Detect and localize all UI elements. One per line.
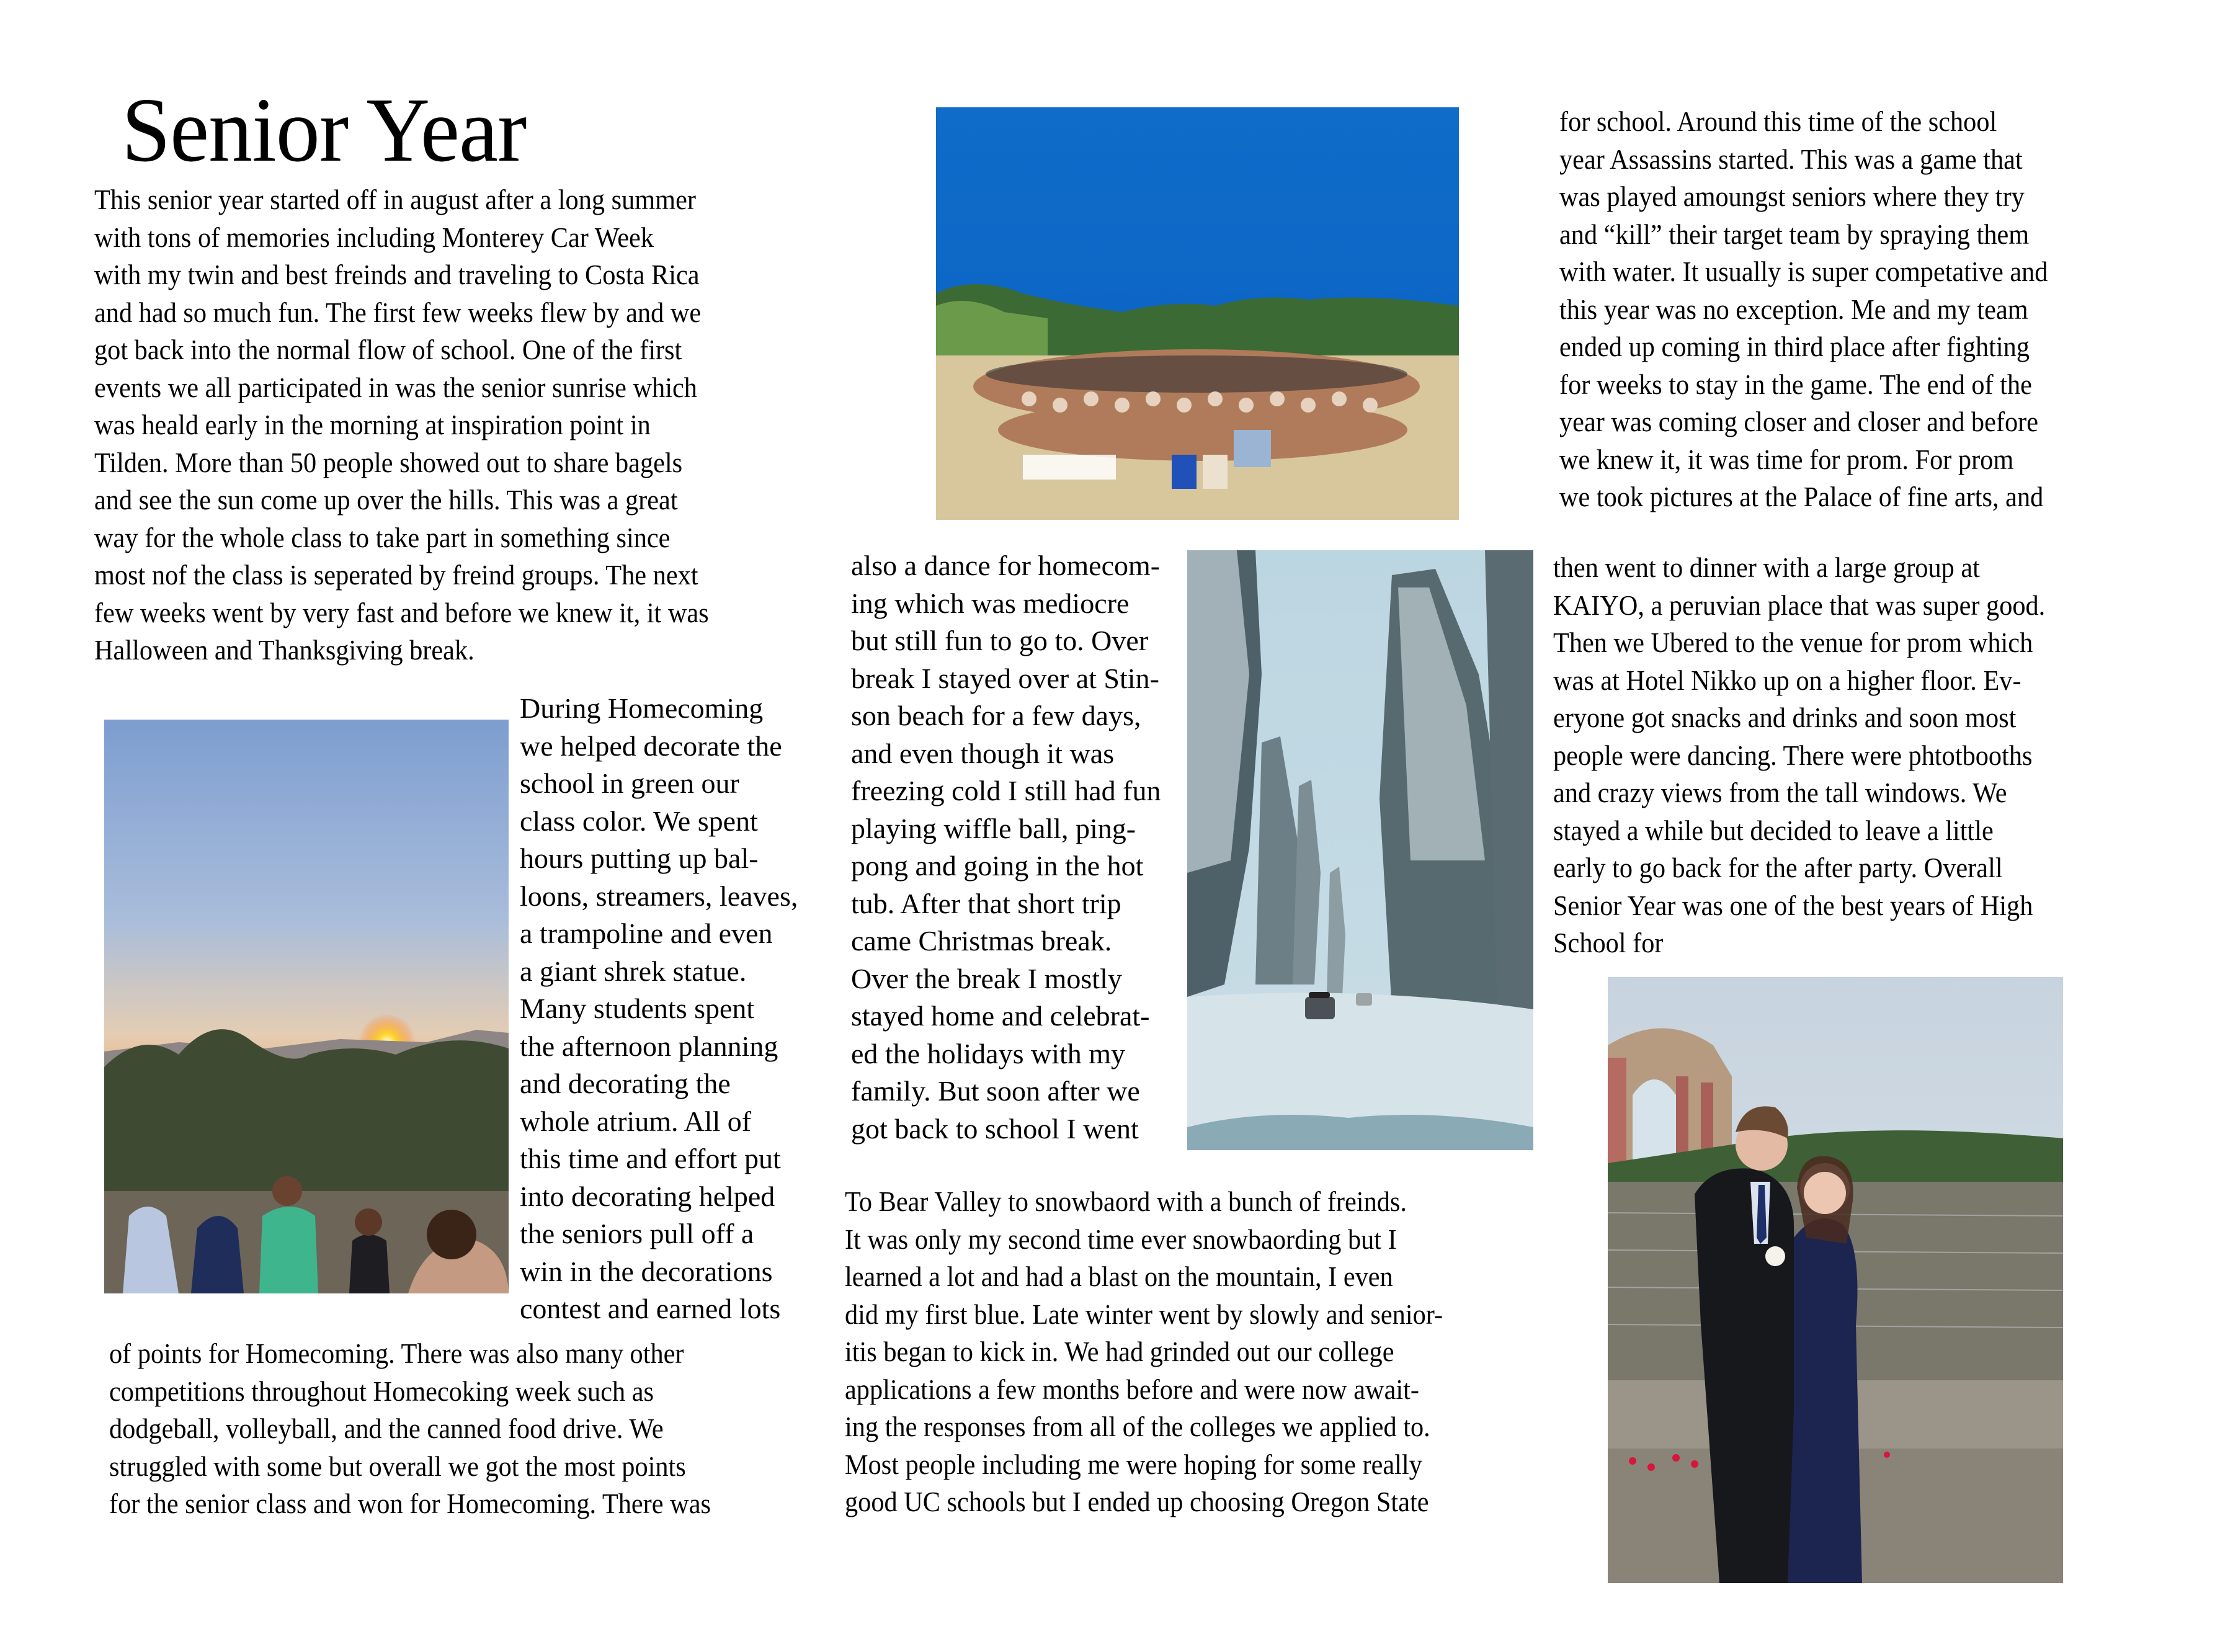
text-line: win in the decorations xyxy=(520,1255,773,1287)
text-line: a giant shrek statue. xyxy=(520,955,747,987)
text-line: good UC schools but I ended up choosing Oregon State xyxy=(845,1486,1429,1517)
text-line: applications a few months before and were now await- xyxy=(845,1373,1420,1405)
text-line: Most people including me were hoping for some really xyxy=(845,1448,1422,1480)
text-line: contest and earned lots xyxy=(520,1293,781,1324)
text-line: and crazy views from the tall windows. We xyxy=(1553,777,2007,808)
text-line: this time and effort put xyxy=(520,1143,781,1174)
text-line: class color. We spent xyxy=(520,805,758,837)
text-line: ed the holidays with my xyxy=(851,1037,1126,1069)
text-line: ing which was mediocre xyxy=(851,587,1130,619)
prom-text-block xyxy=(1553,549,2045,962)
text-line: Over the break I mostly xyxy=(851,962,1122,994)
text-line: struggled with some but overall we got the most points xyxy=(109,1450,686,1482)
text-line: and had so much fun. The first few weeks flew by and we xyxy=(94,296,702,328)
text-line: got back to school I went xyxy=(851,1112,1139,1145)
text-line: hours putting up bal- xyxy=(520,842,759,874)
text-line: Many students spent xyxy=(520,993,755,1024)
text-line: During Homecoming xyxy=(520,692,764,724)
snowboard-text-block xyxy=(845,1183,1443,1521)
winter-break-text-block xyxy=(851,547,1161,1148)
text-line: It was only my second time ever snowbaording but I xyxy=(845,1223,1397,1255)
text-line: a trampoline and even xyxy=(520,918,773,949)
text-line: Then we Ubered to the venue for prom which xyxy=(1553,627,2033,658)
text-line: School for xyxy=(1553,927,1664,958)
assassins-text-block xyxy=(1559,103,2048,516)
text-line: this year was no exception. Me and my team xyxy=(1559,293,2028,325)
text-line: with tons of memories including Monterey Car Week xyxy=(94,221,654,253)
text-line: To Bear Valley to snowbaord with a bunch of freinds. xyxy=(845,1185,1407,1217)
text-line: people were dancing. There were phtotbooths xyxy=(1553,739,2033,771)
text-line: stayed a while but decided to leave a little xyxy=(1553,814,1994,846)
text-line: events we all participated in was the senior sunrise which xyxy=(94,371,697,403)
text-line: and even though it was xyxy=(851,737,1115,769)
prom-photo xyxy=(1608,977,2063,1583)
text-line: learned a lot and had a blast on the mountain, I even xyxy=(845,1261,1393,1292)
text-line: Tilden. More than 50 people showed out to share bagels xyxy=(94,446,683,478)
text-line: then went to dinner with a large group at xyxy=(1553,551,1980,583)
text-line: and see the sun come up over the hills. This was a great xyxy=(94,484,678,516)
text-line: This senior year started off in august after a long summer xyxy=(94,184,696,215)
text-line: year Assassins started. This was a game that xyxy=(1559,143,2023,175)
text-line: itis began to kick in. We had grinded out our college xyxy=(845,1336,1394,1367)
sunrise-photo xyxy=(104,720,509,1293)
text-line: we knew it, it was time for prom. For prom xyxy=(1559,443,2014,475)
beach-group-photo xyxy=(936,107,1459,520)
text-line: got back into the normal flow of school. One of the first xyxy=(94,334,682,365)
text-line: few weeks went by very fast and before we knew it, it was xyxy=(94,596,709,628)
text-line: was played amoungst seniors where they try xyxy=(1559,181,2025,212)
text-line: Halloween and Thanksgiving break. xyxy=(94,634,475,666)
text-line: of points for Homecoming. There was also many other xyxy=(109,1337,684,1369)
text-line: freezing cold I still had fun xyxy=(851,775,1161,806)
text-line: did my first blue. Late winter went by slowly and senior- xyxy=(845,1298,1443,1330)
snow-road-photo xyxy=(1187,550,1533,1150)
text-line: son beach for a few days, xyxy=(851,700,1141,731)
text-line: pong and going in the hot xyxy=(851,850,1144,882)
text-line: playing wiffle ball, ping- xyxy=(851,812,1136,844)
text-line: and decorating the xyxy=(520,1068,731,1099)
text-line: the afternoon planning xyxy=(520,1030,778,1062)
text-line: way for the whole class to take part in something since xyxy=(94,521,671,553)
page-title: Senior Year xyxy=(122,79,527,181)
text-line: tub. After that short trip xyxy=(851,887,1121,919)
text-line: into decorating helped xyxy=(520,1180,775,1212)
text-line: we took pictures at the Palace of fine arts, and xyxy=(1559,481,2044,512)
text-line: for the senior class and won for Homecoming. There was xyxy=(109,1488,711,1519)
text-line: whole atrium. All of xyxy=(520,1105,752,1137)
text-line: early to go back for the after party. Overall xyxy=(1553,852,2003,883)
text-line: was at Hotel Nikko up on a higher floor. Ev- xyxy=(1553,664,2021,696)
text-line: school in green our xyxy=(520,767,739,799)
text-line: competitions throughout Homecoking week such as xyxy=(109,1375,654,1407)
text-line: but still fun to go to. Over xyxy=(851,625,1149,656)
text-line: also a dance for homecom- xyxy=(851,550,1161,581)
text-line: we helped decorate the xyxy=(520,730,782,762)
text-line: Senior Year was one of the best years of High xyxy=(1553,889,2033,921)
text-line: for weeks to stay in the game. The end of the xyxy=(1559,368,2032,400)
text-line: ing the responses from all of the colleges we applied to. xyxy=(845,1411,1430,1442)
text-line: family. But soon after we xyxy=(851,1075,1140,1107)
text-line: KAIYO, a peruvian place that was super good. xyxy=(1553,589,2046,621)
text-line: for school. Around this time of the school xyxy=(1559,105,1997,137)
text-line: stayed home and celebrat- xyxy=(851,1000,1150,1032)
text-line: eryone got snacks and drinks and soon most xyxy=(1553,702,2017,733)
homecoming-continued-text-block xyxy=(109,1335,711,1523)
intro-text-block xyxy=(94,181,709,669)
text-line: was heald early in the morning at inspiration point in xyxy=(94,409,651,440)
text-line: dodgeball, volleyball, and the canned food drive. We xyxy=(109,1413,664,1444)
text-line: the seniors pull off a xyxy=(520,1218,754,1249)
text-line: ended up coming in third place after fighting xyxy=(1559,331,2030,362)
text-line: with my twin and best freinds and traveling to Costa Rica xyxy=(94,259,700,290)
homecoming-text-block xyxy=(520,690,798,1328)
text-line: came Christmas break. xyxy=(851,925,1112,957)
text-line: year was coming closer and closer and before xyxy=(1559,406,2039,437)
text-line: most nof the class is seperated by freind groups. The next xyxy=(94,559,698,591)
text-line: with water. It usually is super competative and xyxy=(1559,256,2048,287)
text-line: break I stayed over at Stin- xyxy=(851,662,1159,694)
text-line: loons, streamers, leaves, xyxy=(520,880,798,912)
text-line: and “kill” their target team by spraying them xyxy=(1559,218,2030,250)
